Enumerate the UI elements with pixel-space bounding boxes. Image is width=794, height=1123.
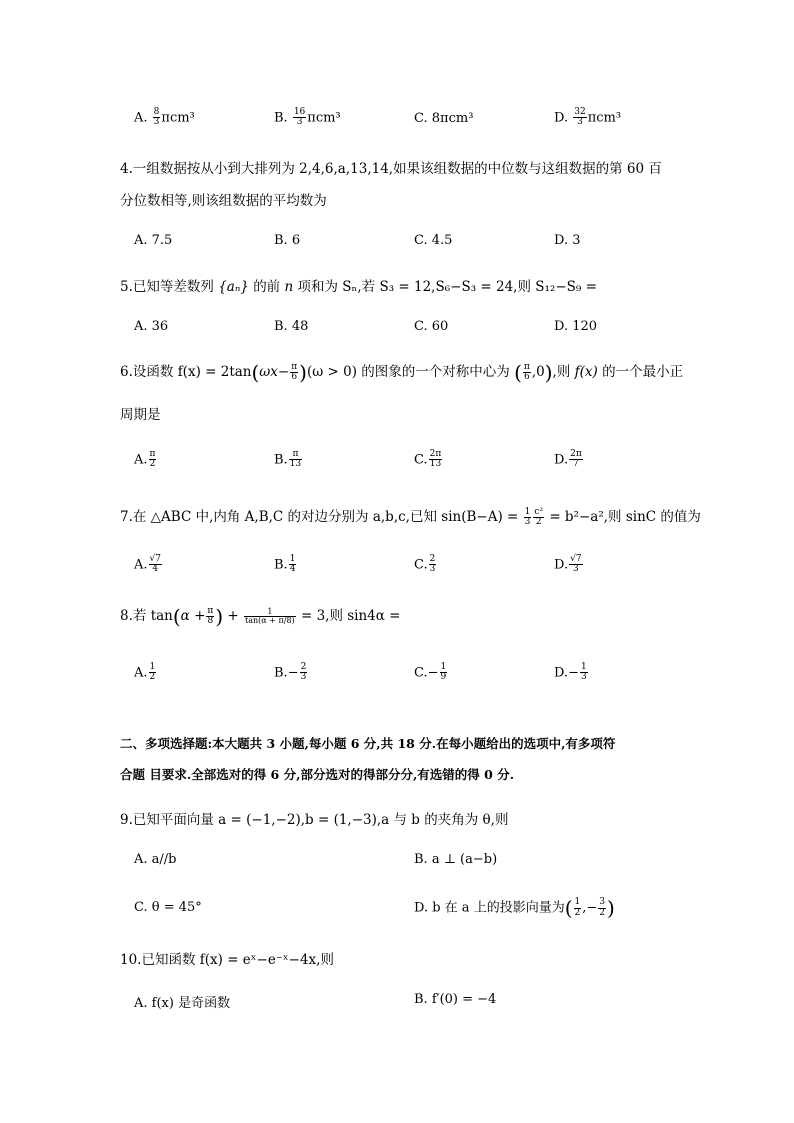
q9-option-d: D. b 在 a 上的投影向量为( $\frac{1}{2}$ ,− $\frac{3}{2}$ ): [414, 896, 615, 920]
q8-option-c: C.− $\frac{1}{9}$: [414, 662, 447, 683]
q8-stem: 8.若 tan(α + $\frac{\pi}{8}$ ) + $\frac{1}{\tan(\alpha + \pi/8)}$ = 3,则 sin4α =: [120, 604, 401, 629]
q10-option-a: A. f(x) 是奇函数: [134, 996, 231, 1011]
q7-option-b: B. $\frac{1}{4}$: [274, 554, 296, 575]
q6-option-b: B. $\frac{\pi}{13}$: [274, 449, 302, 470]
q4-stem-line2: 分位数相等,则该组数据的平均数为: [120, 193, 327, 209]
q4-option-b: B. 6: [274, 233, 301, 248]
q8-option-d: D.− $\frac{1}{3}$: [554, 662, 587, 683]
q5-option-b: B. 48: [274, 319, 309, 334]
q4-stem-line1: 4.一组数据按从小到大排列为 2,4,6,a,13,14,如果该组数据的中位数与这组数据的第 60 百: [120, 161, 662, 177]
q7-stem: 7.在 △ABC 中,内角 A,B,C 的对边分别为 a,b,c,已知 sin(B−A) = $\frac{1}{3}$ $\frac{\text{c²}}{2}$ = b²−a²,则 sinC 的值为: [120, 506, 701, 527]
q6-stem-line1: 6.设函数 f(x) = 2tan(ωx− $\frac{\pi}{6}$ )(ω > 0) 的图象的一个对称中心为 ( $\frac{\pi}{6}$ ,0),则 f(x) 的一个最小正: [120, 360, 684, 385]
q6-option-d: D. $\frac{2\pi}{7}$: [554, 449, 582, 470]
q7-option-c: C. $\frac{2}{3}$: [414, 554, 436, 575]
q3-option-a: A. $\frac{8}{3}$ πcm³: [134, 107, 195, 128]
q9-stem: 9.已知平面向量 a = (−1,−2),b = (1,−3),a 与 b 的夹角为 θ,则: [120, 812, 509, 828]
q8-option-b: B.− $\frac{2}{3}$: [274, 662, 307, 683]
section2-heading-line2: 合题 目要求.全部选对的得 6 分,部分选对的得部分分,有选错的得 0 分.: [120, 767, 515, 782]
q6-stem-line2: 周期是: [120, 407, 161, 423]
q6-option-a: A. $\frac{\pi}{2}$: [134, 449, 156, 470]
q5-option-d: D. 120: [554, 319, 598, 334]
q3-option-c: C. 8πcm³: [414, 111, 474, 126]
q4-option-d: D. 3: [554, 233, 581, 248]
q10-stem: 10.已知函数 f(x) = eˣ−e⁻ˣ−4x,则: [120, 952, 334, 968]
q7-option-a: A. $\frac{√7}{4}$: [134, 554, 161, 575]
q5-stem: 5.已知等差数列 {aₙ} 的前 n 项和为 Sₙ,若 S₃ = 12,S₆−S₃ = 24,则 S₁₂−S₉ =: [120, 279, 597, 295]
q5-option-a: A. 36: [134, 319, 169, 334]
q6-option-c: C. $\frac{2\pi}{13}$: [414, 449, 442, 470]
q4-option-c: C. 4.5: [414, 233, 453, 248]
q3-option-b: B. $\frac{16}{3}$ πcm³: [274, 107, 341, 128]
section2-heading-line1: 二、多项选择题:本大题共 3 小题,每小题 6 分,共 18 分.在每小题给出的选项中,有多项符: [120, 736, 616, 751]
q8-option-a: A. $\frac{1}{2}$: [134, 662, 156, 683]
q10-option-b: B. f′(0) = −4: [414, 992, 497, 1007]
q9-option-b: B. a ⊥ (a−b): [414, 852, 498, 867]
q5-option-c: C. 60: [414, 319, 449, 334]
q3-option-d: D. $\frac{32}{3}$ πcm³: [554, 107, 622, 128]
q9-option-c: C. θ = 45°: [134, 900, 202, 915]
q9-option-a: A. a//b: [134, 852, 177, 867]
q7-option-d: D. $\frac{√7}{3}$: [554, 554, 582, 575]
q4-option-a: A. 7.5: [134, 233, 173, 248]
